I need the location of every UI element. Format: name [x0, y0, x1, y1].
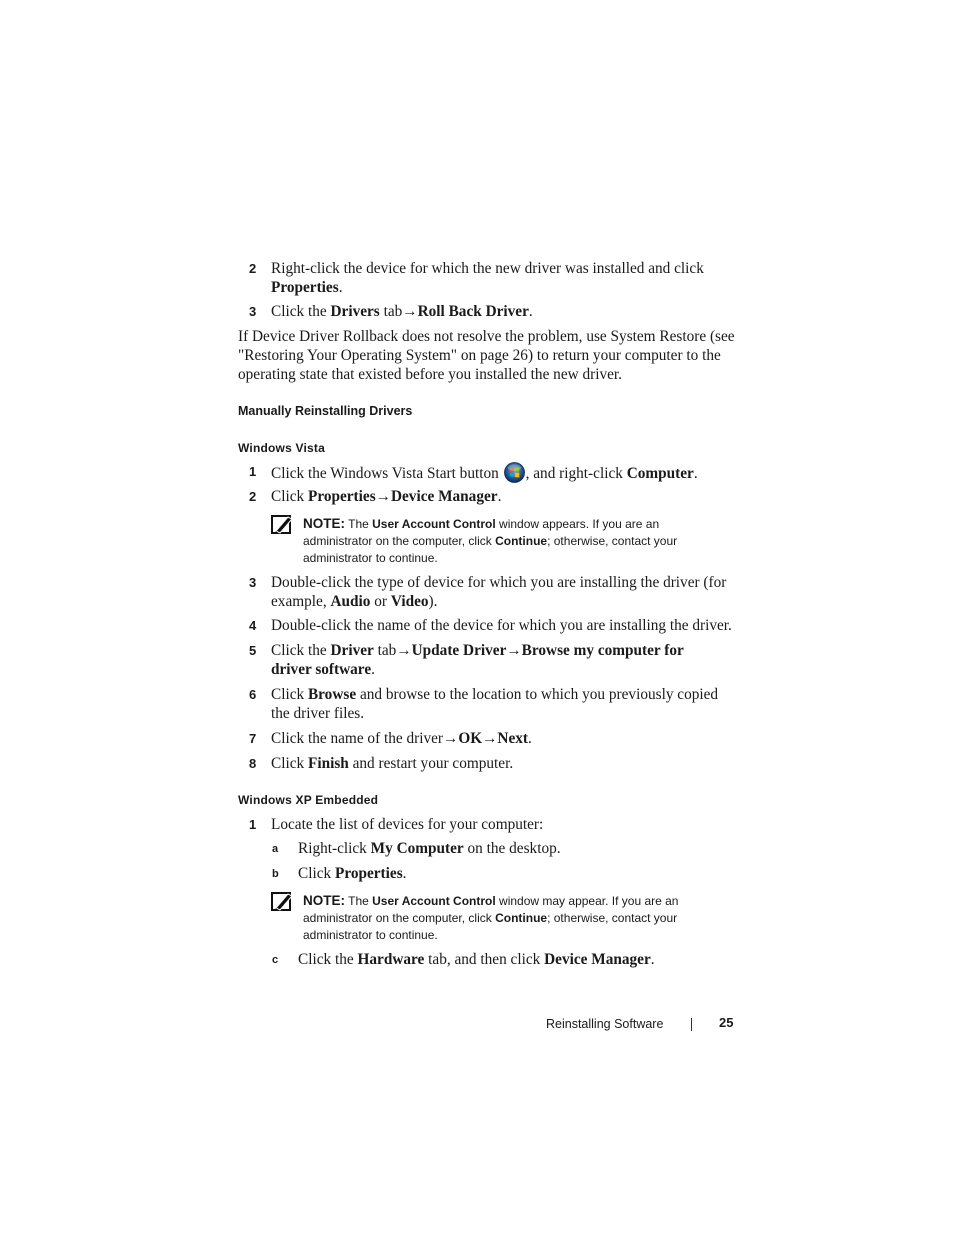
rollback-step-2: Right-click the device for which the new driver was installed and click Properties. — [271, 260, 704, 296]
xp-substep-b: Click Properties. — [298, 865, 407, 882]
subsection-heading-vista: Windows Vista — [238, 441, 325, 455]
vista-note: NOTE: The User Account Control window appears. If you are an administrator on the computer, click Continue; otherwise, contact your administrator to continue. — [303, 516, 678, 565]
step-number: 2 — [249, 489, 257, 504]
step-number: 4 — [249, 618, 257, 633]
windows-start-icon — [504, 462, 525, 483]
vista-step-7: Click the name of the driver→OK→Next. — [271, 730, 532, 747]
step-number: 7 — [249, 731, 257, 746]
xp-substep-c: Click the Hardware tab, and then click Device Manager. — [298, 951, 655, 968]
footer-divider — [691, 1018, 692, 1031]
page-number: 25 — [719, 1015, 734, 1030]
xp-substep-a: Right-click My Computer on the desktop. — [298, 840, 561, 857]
note-icon — [271, 515, 293, 535]
xp-step-1: Locate the list of devices for your computer: — [271, 816, 544, 833]
note-icon — [271, 892, 293, 912]
vista-step-1: Click the Windows Vista Start button , and right-click Computer. — [271, 462, 741, 483]
subsection-heading-xp: Windows XP Embedded — [238, 793, 379, 807]
step-number: 3 — [249, 575, 257, 590]
vista-step-2: Click Properties→Device Manager. — [271, 488, 502, 505]
xp-note: NOTE: The User Account Control window may appear. If you are an administrator on the computer, click Continue; otherwise, contact your administrator to continue. — [303, 893, 679, 942]
substep-letter: c — [272, 954, 279, 966]
vista-step-3: Double-click the type of device for which you are installing the driver (for example, Audio or Video). — [271, 574, 727, 610]
section-heading: Manually Reinstalling Drivers — [238, 404, 413, 418]
vista-step-4: Double-click the name of the device for which you are installing the driver. — [271, 617, 732, 634]
step-number: 8 — [249, 756, 257, 771]
substep-letter: a — [272, 843, 279, 855]
vista-step-5: Click the Driver tab→Update Driver→Browse my computer for driver software. — [271, 642, 684, 678]
step-number: 1 — [249, 817, 257, 832]
step-number: 5 — [249, 643, 257, 658]
footer-section-title: Reinstalling Software — [546, 1017, 664, 1031]
rollback-paragraph: If Device Driver Rollback does not resolve the problem, use System Restore (see "Restoring Your Operating System" on page 26) to return your computer to the operating state that existed before you installed the new driver. — [238, 328, 735, 383]
step-number: 1 — [249, 464, 257, 479]
vista-step-8: Click Finish and restart your computer. — [271, 755, 514, 772]
step-number: 6 — [249, 687, 257, 702]
step-number: 3 — [249, 304, 257, 319]
rollback-step-3: Click the Drivers tab→Roll Back Driver. — [271, 303, 533, 320]
step-number: 2 — [249, 261, 257, 276]
substep-letter: b — [272, 868, 279, 880]
vista-step-6: Click Browse and browse to the location to which you previously copied the driver files. — [271, 686, 719, 722]
